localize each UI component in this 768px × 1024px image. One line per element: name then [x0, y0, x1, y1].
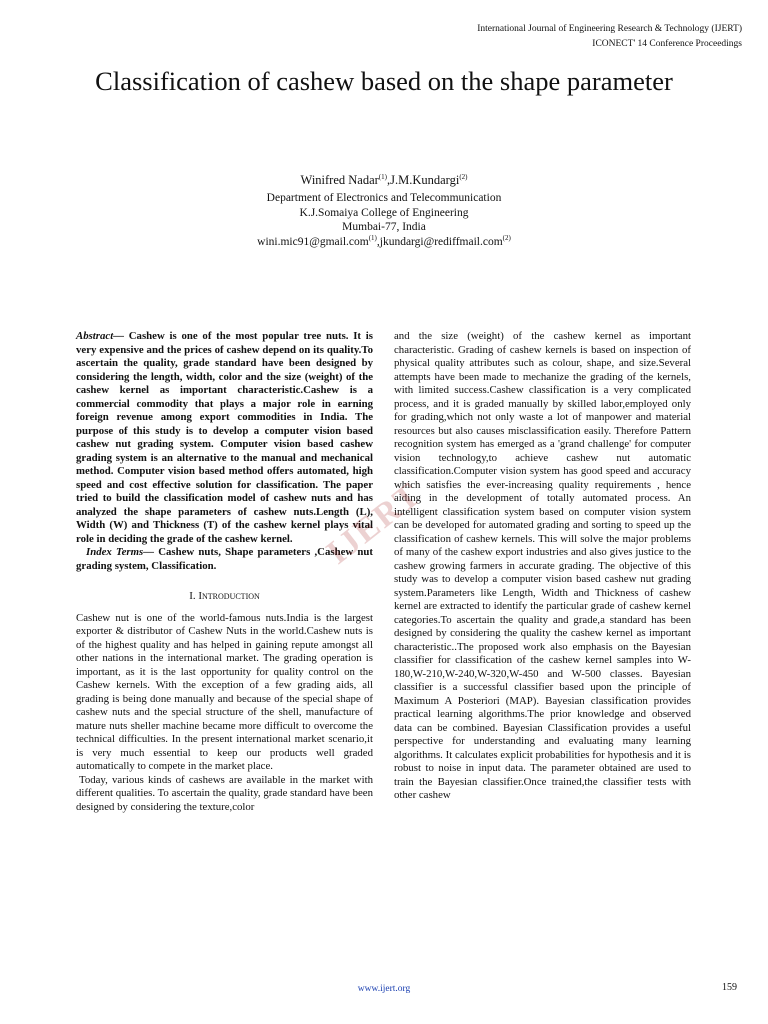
email-line — [0, 235, 768, 250]
right-column — [394, 330, 691, 803]
author-2: J.M.Kundargi — [390, 173, 460, 187]
author-line — [0, 172, 768, 188]
intro-paragraph-1: Cashew nut is one of the world-famous nuts.India is the largest exporter & distributor of Cashew Nuts in the world.Cashew nuts is of the highest quality and has helped in gaining repute amongst all other nations in the international market. The grading operation is important, as it is the last opportunity for quality control on the Cashew kernels. With the exception of a few grading aids, all grading is being done manually and because of the special shape of cashew nuts and the special structure of the shell, manufacture of mature nuts sheller machine became more difficult to overcome the technical difficulties. In the present international market scenario,it is very much essential to keep our products well graded automatically to compete in the market place. — [76, 611, 373, 772]
page-number: 159 — [722, 982, 737, 993]
author-2-marker: (2) — [459, 172, 468, 181]
college: K.J.Somaiya College of Engineering — [299, 206, 469, 219]
watermark: IJERT — [319, 475, 429, 572]
author-1-marker: (1) — [378, 172, 387, 181]
footer-url[interactable]: www.ijert.org — [357, 984, 411, 994]
abstract — [76, 330, 373, 546]
email-1[interactable]: wini.mic91@gmail.com — [257, 235, 369, 248]
journal-header: International Journal of Engineering Research & Technology (IJERT) — [477, 24, 742, 34]
left-column — [76, 330, 373, 814]
department: Department of Electronics and Telecommunication — [266, 192, 502, 204]
abstract-label: Abstract— — [76, 330, 124, 342]
city: Mumbai-77, India — [342, 221, 426, 233]
email-separator: , — [376, 235, 380, 248]
affiliation-block — [0, 191, 768, 249]
email-2-marker: (2) — [502, 233, 511, 242]
email-2[interactable]: jkundargi@rediffmail.com — [379, 235, 503, 248]
paper-title: Classification of cashew based on the shape parameter — [95, 66, 673, 96]
right-column-text: and the size (weight) of the cashew kernel as important characteristic. Grading of cashew kernels is based on inspection of physical quality attributes such as colour, shape, and size.Several attempts have been made to mechanize the grading of the kernels, with limited success.Cashew classification is a very complicated process, and it is graded manually by skilled labor,employed only for grading,which not only waste a lot of manpower and material resources but also causes misclassification easily. Therefore Pattern recognition system has emerged as a 'grand challenge' for computer vision technology,to achieve cashew nut automatic classification.Computer vision system has good speed and accuracy which satisfies the ever-increasing quality requirements , hence aiding in the development of totally automated process. An intelligent classification system based on computer vision system can be developed for automated grading and sorting to speed up the classification of cashew kernels. This will solve the major problems of many of the cashew export industries and also gives justice to the cashew growing farmers in accurate grading. The objective of this study was to develop a computer vision based cashew nut grading system.Parameters like Length, Width and Thickness of cashew kernel are extracted to identify the particular grade of cashew kernel categories.To ascertain the quality and grade,a standard has been designed by considering the quality the cashew kernel as important characteristic..The proposed work also emphasis on the Bayesian classifier for classification of the cashew kernel samples into W-180,W-210,W-240,W-320,W-450 and W-500 classes. Bayesian classifier is a successful classifier based upon the principle of Maximum A Posteriori (MAP). Bayesian classification provides practical learning algorithms.The prior knowledge and observed data can be combined. Bayesian Classification provides a useful perspective for understanding and evaluating many learning algorithms. It calculates explicit probabilities for hypothesis and it is robust to noise in input data. The parameter obtained are used to train the Bayesian classifier.Once trained,the classifier tests with other cashew — [394, 330, 691, 801]
index-terms-label: Index Terms— — [86, 546, 154, 558]
section-heading-introduction: I. Introduction — [189, 590, 260, 602]
author-1: Winifred Nadar — [300, 173, 379, 187]
author-separator: , — [386, 173, 391, 187]
intro-paragraph-2: Today, various kinds of cashews are available in the market with different qualities. To ascertain the quality, grade standard have been designed by considering the texture,color — [76, 773, 373, 813]
index-terms-text: Cashew nuts, Shape parameters ,Cashew nut grading system, Classification. — [76, 546, 373, 572]
abstract-text: Cashew is one of the most popular tree nuts. It is very expensive and the prices of cashew depend on its quality.To ascertain the quality, grade standard have been designed by considering the length, width, color and the size (weight) of the cashew kernel as important characteristic.Cashew is a commercial commodity that plays a major role in earning foreign revenue among export commodities in India. The purpose of this study is to develop a computer vision based cashew nut grading system. Computer vision based cashew grading system is an alternative to the manual and mechanical method. Computer vision based method offers automated, high speed and cost effective solution for classification. The paper tried to build the classification model of cashew nuts and has analyzed the shape parameters of cashew nuts.Length (L), Width (W) and Thickness (T) of the cashew kernel plays vital role in deciding the grade of the cashew kernel. — [76, 330, 373, 545]
proceedings-header: ICONECT' 14 Conference Proceedings — [592, 39, 742, 49]
email-1-marker: (1) — [368, 233, 377, 242]
